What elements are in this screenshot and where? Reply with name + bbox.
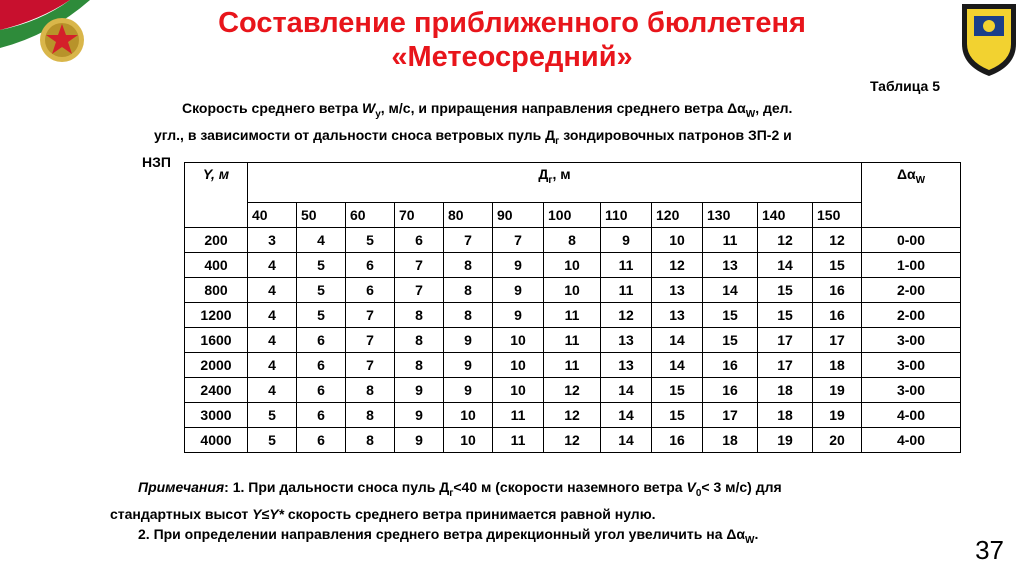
delta-alpha-cell: 4-00: [862, 428, 961, 453]
altitude-cell: 400: [185, 253, 248, 278]
distance-header-cell: 150: [813, 203, 862, 228]
speed-cell: 17: [758, 353, 813, 378]
speed-cell: 18: [758, 378, 813, 403]
speed-cell: 16: [652, 428, 703, 453]
table-row: [185, 278, 961, 303]
speed-cell: 9: [395, 428, 444, 453]
speed-cell: 5: [297, 278, 346, 303]
speed-cell: 8: [346, 428, 395, 453]
speed-cell: 13: [652, 278, 703, 303]
speed-cell: 11: [493, 403, 544, 428]
delta-alpha-cell: 3-00: [862, 378, 961, 403]
speed-cell: 9: [444, 328, 493, 353]
distance-header-cell: 120: [652, 203, 703, 228]
delta-alpha-cell: 0-00: [862, 228, 961, 253]
speed-cell: 15: [813, 253, 862, 278]
speed-cell: 11: [601, 253, 652, 278]
speed-cell: 17: [703, 403, 758, 428]
speed-cell: 11: [544, 328, 601, 353]
speed-cell: 17: [758, 328, 813, 353]
title-line-2: «Метеосредний»: [391, 41, 633, 73]
table-number-label: Таблица 5: [869, 78, 940, 94]
header-d-unit: , м: [552, 166, 571, 182]
speed-cell: 11: [601, 278, 652, 303]
speed-cell: 12: [544, 403, 601, 428]
speed-cell: 19: [813, 378, 862, 403]
speed-cell: 20: [813, 428, 862, 453]
speed-cell: 13: [652, 303, 703, 328]
speed-cell: 5: [346, 228, 395, 253]
speed-cell: 12: [758, 228, 813, 253]
speed-cell: 8: [346, 378, 395, 403]
speed-cell: 14: [601, 403, 652, 428]
slide-title: [150, 6, 874, 74]
speed-cell: 14: [652, 353, 703, 378]
note-text: : 1. При дальности сноса пуль Д: [224, 479, 450, 495]
speed-cell: 19: [758, 428, 813, 453]
caption-w-symbol: W: [362, 100, 376, 116]
note-sub: г: [449, 487, 454, 499]
table-row: [185, 403, 961, 428]
speed-cell: 7: [395, 253, 444, 278]
speed-cell: 8: [395, 353, 444, 378]
delta-alpha-cell: 3-00: [862, 353, 961, 378]
speed-cell: 12: [813, 228, 862, 253]
speed-cell: 12: [601, 303, 652, 328]
table-row: [185, 303, 961, 328]
note-text: .: [754, 525, 759, 542]
delta-alpha-cell: 3-00: [862, 328, 961, 353]
speed-cell: 14: [652, 328, 703, 353]
notes-block: [110, 477, 930, 551]
table-caption: [142, 98, 950, 172]
speed-cell: 9: [493, 253, 544, 278]
altitude-cell: 4000: [185, 428, 248, 453]
altitude-cell: 2000: [185, 353, 248, 378]
table-row: [185, 428, 961, 453]
altitude-cell: 1600: [185, 328, 248, 353]
caption-w-sub: y: [375, 108, 381, 120]
note-sub: 0: [695, 487, 702, 499]
speed-cell: 4: [248, 303, 297, 328]
speed-cell: 13: [601, 328, 652, 353]
speed-cell: 8: [346, 403, 395, 428]
speed-cell: 7: [493, 228, 544, 253]
speed-cell: 6: [297, 403, 346, 428]
delta-alpha-cell: 1-00: [862, 253, 961, 278]
altitude-cell: 800: [185, 278, 248, 303]
speed-cell: 7: [444, 228, 493, 253]
distance-header-cell: 140: [758, 203, 813, 228]
speed-cell: 15: [703, 328, 758, 353]
caption-text: Скорость среднего ветра: [182, 100, 362, 116]
title-line-1: Составление приближенного бюллетеня: [218, 7, 806, 39]
delta-alpha-cell: 2-00: [862, 278, 961, 303]
note-sub: W: [745, 534, 755, 546]
speed-cell: 5: [248, 428, 297, 453]
speed-cell: 6: [297, 353, 346, 378]
speed-cell: 16: [703, 378, 758, 403]
speed-cell: 7: [346, 328, 395, 353]
speed-cell: 3: [248, 228, 297, 253]
speed-cell: 14: [601, 428, 652, 453]
note-v-symbol: V: [686, 479, 696, 495]
header-da-label: Δα: [896, 166, 916, 182]
caption-text: зондировочных патронов ЗП-2 и: [559, 126, 792, 143]
speed-cell: 5: [248, 403, 297, 428]
speed-cell: 15: [758, 278, 813, 303]
speed-cell: 13: [703, 253, 758, 278]
header-distance: [248, 163, 862, 203]
speed-cell: 12: [652, 253, 703, 278]
speed-cell: 11: [703, 228, 758, 253]
note-text: стандартных высот: [110, 505, 253, 522]
table-row: [185, 378, 961, 403]
speed-cell: 10: [652, 228, 703, 253]
notes-label: Примечания: [138, 479, 225, 495]
speed-cell: 8: [395, 328, 444, 353]
header-y-label: Y, м: [202, 166, 230, 182]
speed-cell: 16: [813, 303, 862, 328]
speed-cell: 15: [652, 378, 703, 403]
speed-cell: 18: [813, 353, 862, 378]
speed-cell: 17: [813, 328, 862, 353]
speed-cell: 4: [248, 378, 297, 403]
speed-cell: 10: [493, 328, 544, 353]
speed-cell: 18: [758, 403, 813, 428]
altitude-cell: 1200: [185, 303, 248, 328]
speed-cell: 4: [297, 228, 346, 253]
speed-cell: 18: [703, 428, 758, 453]
note-text: 2. При определении направления среднего ветра дирекционный угол увеличить на Δα: [138, 525, 746, 542]
note-inequality: Y≤Y*: [252, 505, 284, 522]
note-text: <40 м (скорости наземного ветра: [453, 479, 687, 495]
delta-alpha-cell: 2-00: [862, 303, 961, 328]
speed-cell: 11: [493, 428, 544, 453]
speed-cell: 14: [758, 253, 813, 278]
distance-header-cell: 50: [297, 203, 346, 228]
speed-cell: 15: [758, 303, 813, 328]
table-row: [185, 328, 961, 353]
speed-cell: 6: [395, 228, 444, 253]
caption-text: НЗП: [142, 153, 171, 170]
speed-cell: 4: [248, 328, 297, 353]
speed-cell: 9: [493, 278, 544, 303]
speed-cell: 7: [395, 278, 444, 303]
distance-header-cell: 100: [544, 203, 601, 228]
speed-cell: 8: [395, 303, 444, 328]
altitude-cell: 3000: [185, 403, 248, 428]
emblem-star-logo: [0, 0, 110, 70]
distance-header-cell: 60: [346, 203, 395, 228]
caption-d-sub: г: [555, 135, 560, 147]
speed-cell: 15: [703, 303, 758, 328]
speed-cell: 11: [544, 303, 601, 328]
speed-cell: 4: [248, 278, 297, 303]
header-d-label: Д: [538, 166, 549, 182]
speed-cell: 10: [544, 253, 601, 278]
distance-header-cell: 70: [395, 203, 444, 228]
header-d-sub: г: [548, 174, 553, 186]
caption-aw-sub: W: [745, 108, 756, 120]
university-shield-logo: [954, 0, 1024, 78]
speed-cell: 9: [444, 378, 493, 403]
speed-cell: 9: [395, 378, 444, 403]
speed-cell: 11: [544, 353, 601, 378]
speed-cell: 10: [493, 353, 544, 378]
speed-cell: 16: [703, 353, 758, 378]
speed-cell: 7: [346, 353, 395, 378]
speed-cell: 8: [544, 228, 601, 253]
speed-cell: 8: [444, 303, 493, 328]
caption-text: угл., в зависимости от дальности сноса ветровых пуль Д: [154, 126, 556, 143]
distance-header-cell: 80: [444, 203, 493, 228]
speed-cell: 4: [248, 353, 297, 378]
caption-text: , дел.: [755, 100, 793, 116]
speed-cell: 14: [703, 278, 758, 303]
speed-cell: 12: [544, 428, 601, 453]
note-text: < 3 м/с) для: [701, 479, 782, 495]
speed-cell: 16: [813, 278, 862, 303]
speed-cell: 10: [493, 378, 544, 403]
table-row: [185, 228, 961, 253]
speed-cell: 9: [395, 403, 444, 428]
speed-cell: 6: [346, 278, 395, 303]
header-y: [185, 163, 248, 228]
note-text: скорость среднего ветра принимается равной нулю.: [283, 505, 656, 522]
distance-header-cell: 110: [601, 203, 652, 228]
speed-cell: 19: [813, 403, 862, 428]
speed-cell: 8: [444, 278, 493, 303]
speed-cell: 12: [544, 378, 601, 403]
distance-header-cell: 90: [493, 203, 544, 228]
page-number: 37: [975, 535, 1004, 565]
header-da-sub: W: [915, 174, 926, 186]
header-delta-alpha: [862, 163, 961, 228]
speed-cell: 8: [444, 253, 493, 278]
speed-cell: 5: [297, 253, 346, 278]
speed-cell: 10: [544, 278, 601, 303]
altitude-cell: 200: [185, 228, 248, 253]
wind-speed-table: [184, 162, 961, 453]
distance-header-cell: 130: [703, 203, 758, 228]
speed-cell: 9: [444, 353, 493, 378]
speed-cell: 9: [493, 303, 544, 328]
speed-cell: 4: [248, 253, 297, 278]
speed-cell: 6: [297, 328, 346, 353]
distance-header-cell: 40: [248, 203, 297, 228]
speed-cell: 5: [297, 303, 346, 328]
speed-cell: 9: [601, 228, 652, 253]
speed-cell: 10: [444, 403, 493, 428]
altitude-cell: 2400: [185, 378, 248, 403]
speed-cell: 13: [601, 353, 652, 378]
speed-cell: 6: [297, 378, 346, 403]
speed-cell: 6: [346, 253, 395, 278]
speed-cell: 6: [297, 428, 346, 453]
caption-text: , м/с, и приращения направления среднего ветра Δα: [380, 100, 746, 116]
speed-cell: 7: [346, 303, 395, 328]
delta-alpha-cell: 4-00: [862, 403, 961, 428]
table-row: [185, 353, 961, 378]
speed-cell: 15: [652, 403, 703, 428]
speed-cell: 10: [444, 428, 493, 453]
speed-cell: 14: [601, 378, 652, 403]
table-row: [185, 253, 961, 278]
